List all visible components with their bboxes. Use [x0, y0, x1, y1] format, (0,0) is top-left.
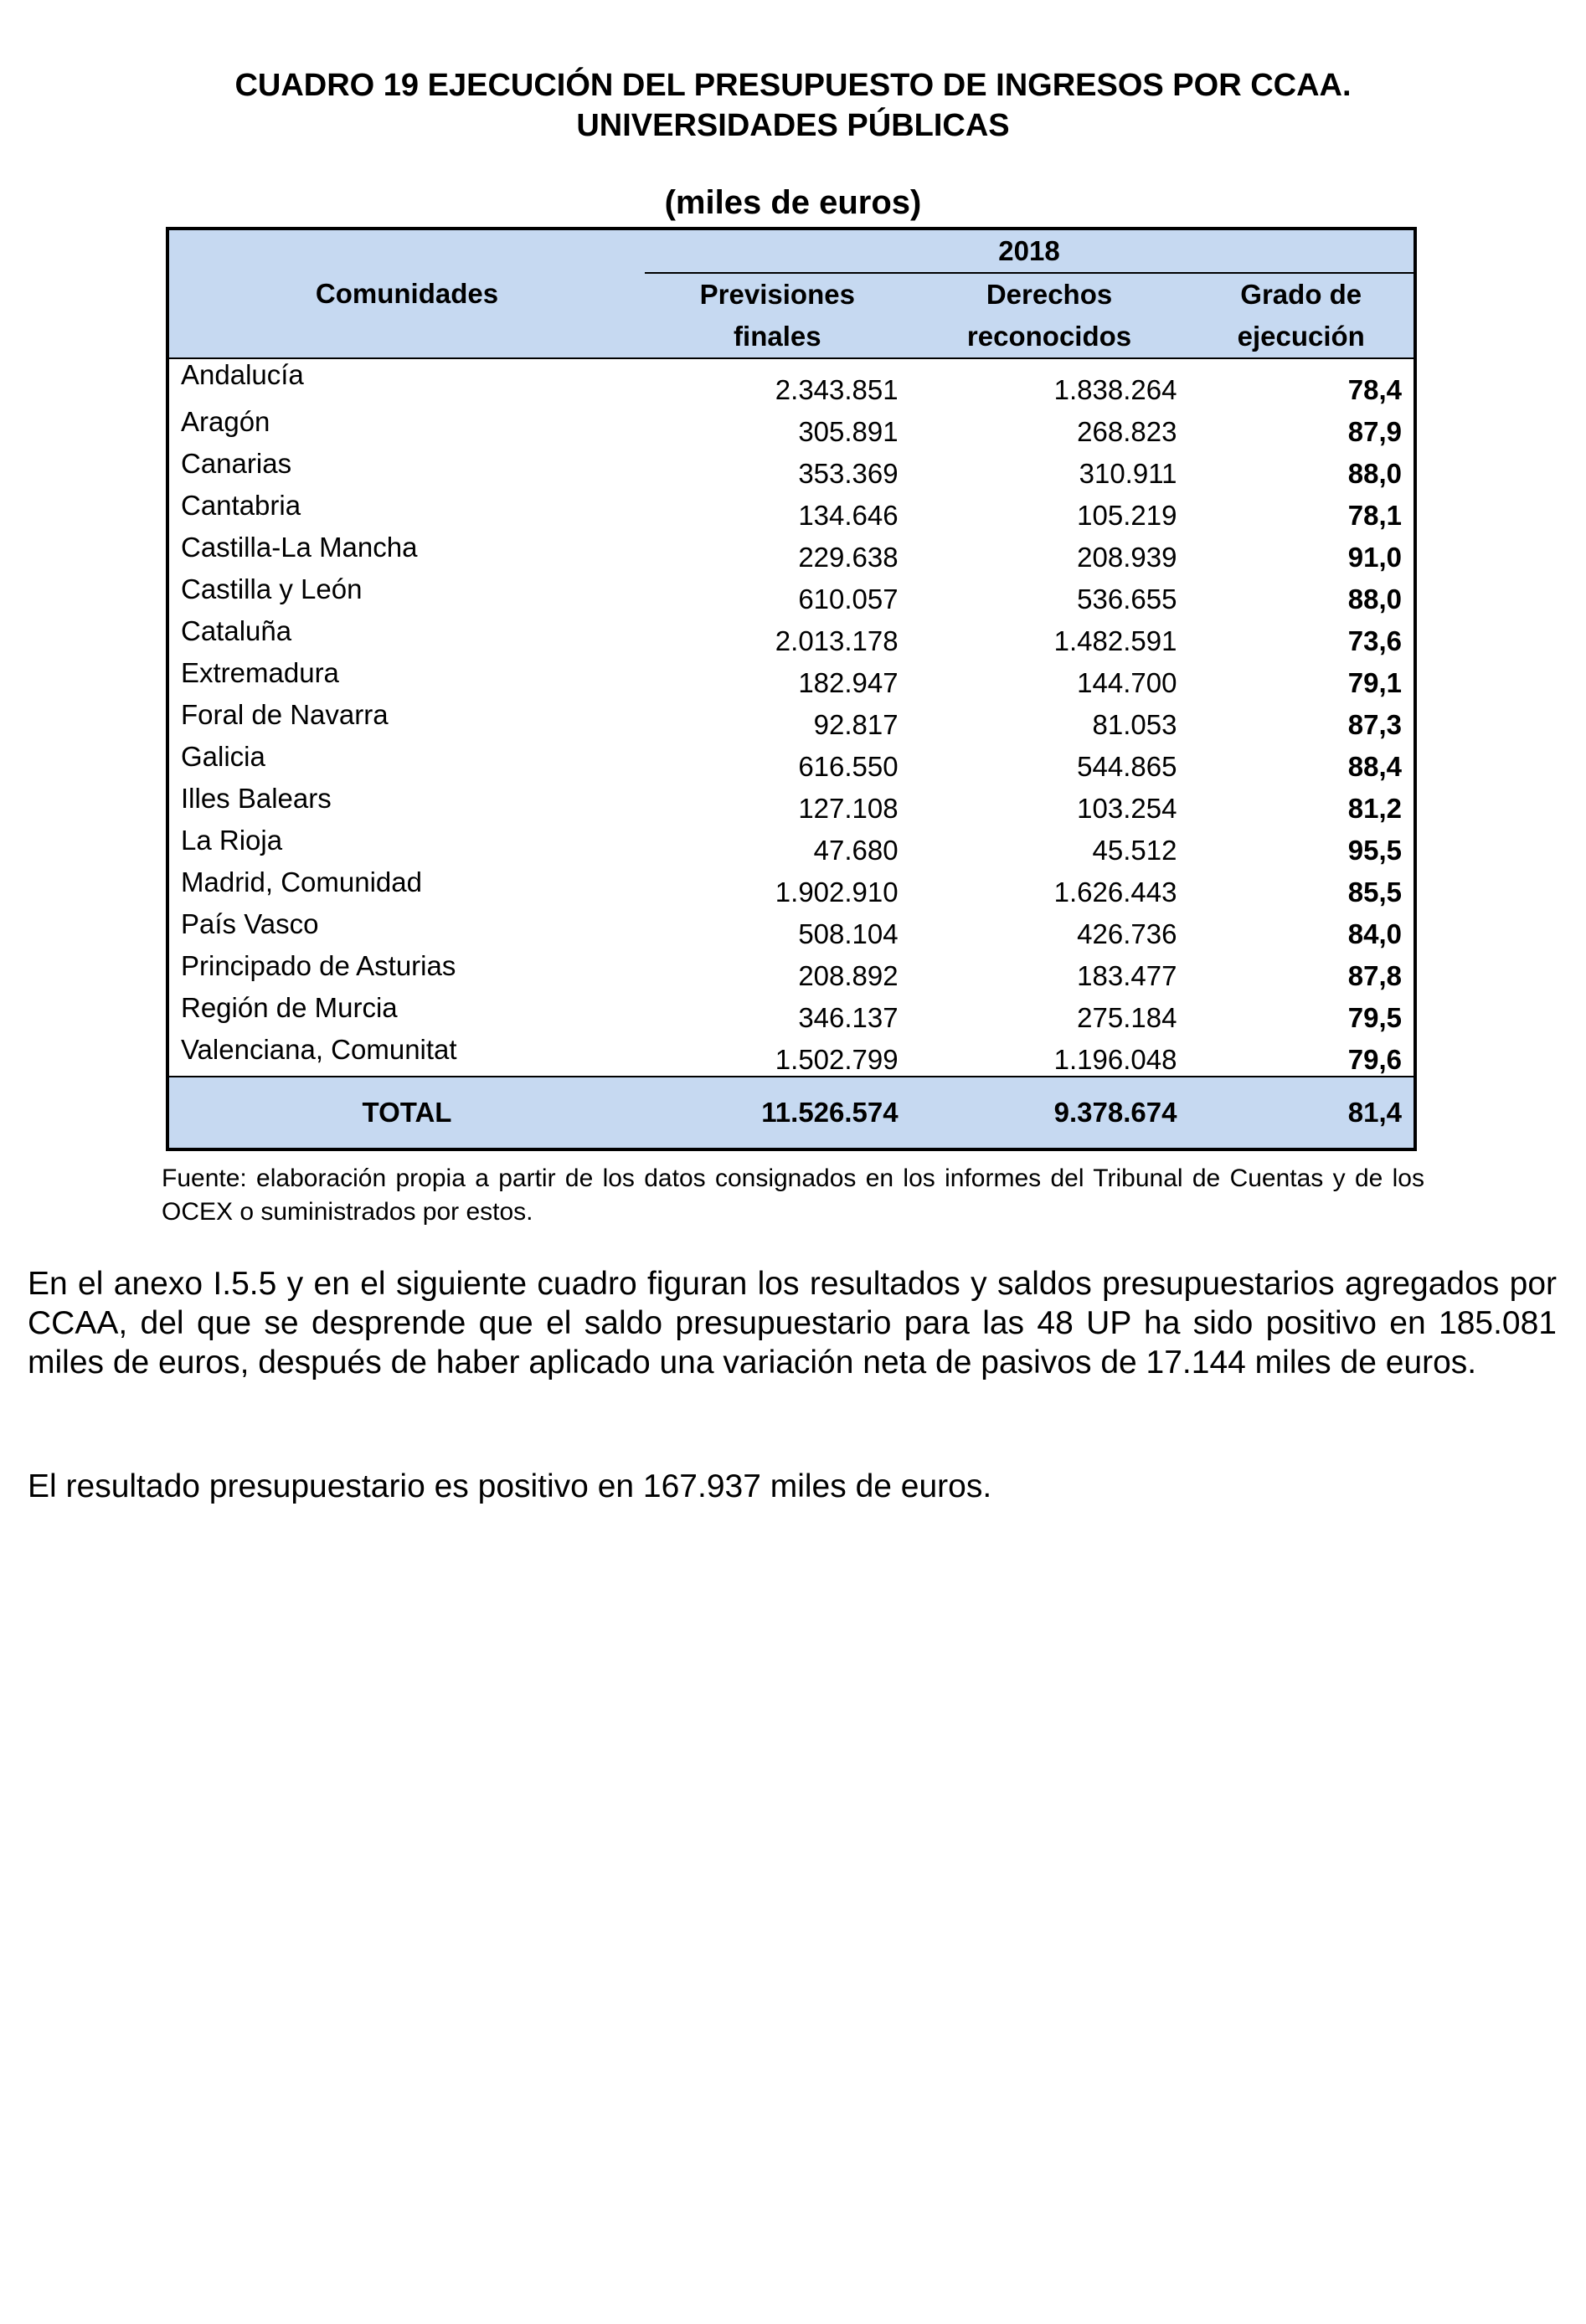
- table-body: [167, 358, 1415, 1077]
- previsiones-cell: 208.892: [798, 960, 899, 991]
- derechos-cell: 1.196.048: [1053, 1044, 1177, 1075]
- grado-cell: 87,3: [1347, 709, 1402, 740]
- source-note: Fuente: elaboración propia a partir de los datos consignados en los informes del Tribunal de Cuentas y de los OCEX o suministrados por estos.: [162, 1165, 1424, 1226]
- header-derechos-line2: reconocidos: [966, 321, 1132, 352]
- header-grado-line1: Grado de: [1240, 279, 1362, 310]
- comunidad-cell: Principado de Asturias: [181, 950, 456, 981]
- total-grado: 81,4: [1347, 1097, 1402, 1128]
- table-row: [167, 573, 1415, 615]
- total-row: [167, 1077, 1415, 1149]
- derechos-cell: 183.477: [1077, 960, 1177, 991]
- grado-cell: 79,6: [1347, 1044, 1402, 1075]
- header-row-year: [167, 229, 1415, 273]
- grado-cell: 84,0: [1347, 918, 1402, 949]
- derechos-cell: 268.823: [1077, 416, 1177, 447]
- derechos-cell: 1.482.591: [1053, 625, 1177, 656]
- table-row: [167, 825, 1415, 866]
- table-row: [167, 950, 1415, 992]
- derechos-cell: 310.911: [1079, 458, 1177, 489]
- comunidad-cell: Madrid, Comunidad: [181, 866, 422, 897]
- table-row: [167, 992, 1415, 1034]
- previsiones-cell: 353.369: [798, 458, 899, 489]
- grado-cell: 88,0: [1347, 458, 1402, 489]
- derechos-cell: 144.700: [1077, 667, 1177, 698]
- table-row: [167, 783, 1415, 825]
- previsiones-cell: 305.891: [798, 416, 899, 447]
- table-title-line1: CUADRO 19 EJECUCIÓN DEL PRESUPUESTO DE INGRESOS POR CCAA.: [234, 68, 1352, 103]
- comunidad-cell: Canarias: [181, 448, 292, 479]
- derechos-cell: 208.939: [1077, 542, 1177, 573]
- comunidad-cell: Castilla y León: [181, 573, 363, 604]
- grado-cell: 79,1: [1347, 667, 1402, 698]
- body-paragraph-2: El resultado presupuestario es positivo en 167.937 miles de euros.: [28, 1468, 992, 1504]
- previsiones-cell: 346.137: [798, 1002, 899, 1033]
- previsiones-cell: 508.104: [798, 918, 899, 949]
- comunidad-cell: Andalucía: [181, 359, 304, 390]
- grado-cell: 79,5: [1347, 1002, 1402, 1033]
- previsiones-cell: 127.108: [798, 793, 899, 824]
- derechos-cell: 275.184: [1077, 1002, 1177, 1033]
- table-row: [167, 699, 1415, 741]
- grado-cell: 91,0: [1347, 542, 1402, 573]
- comunidad-cell: Cantabria: [181, 490, 301, 521]
- derechos-cell: 536.655: [1077, 584, 1177, 614]
- table-row: [167, 448, 1415, 490]
- previsiones-cell: 47.680: [813, 835, 899, 866]
- comunidad-cell: Extremadura: [181, 657, 339, 688]
- body-paragraph-1: En el anexo I.5.5 y en el siguiente cuadro figuran los resultados y saldos presupuestarios agregados por CCAA, del que se desprende que el saldo presupuestario para las 48 UP ha sido positivo en 185.081 miles de euros, después de haber aplicado una variación neta de pasivos de 17.144 miles de euros.: [28, 1266, 1557, 1381]
- comunidad-cell: Castilla-La Mancha: [181, 532, 418, 563]
- previsiones-cell: 229.638: [798, 542, 899, 573]
- previsiones-cell: 610.057: [798, 584, 899, 614]
- table-row: [167, 866, 1415, 908]
- derechos-cell: 1.626.443: [1053, 877, 1177, 907]
- table-title-line2: UNIVERSIDADES PÚBLICAS: [576, 108, 1010, 143]
- previsiones-cell: 92.817: [813, 709, 899, 740]
- derechos-cell: 45.512: [1092, 835, 1177, 866]
- previsiones-cell: 2.343.851: [775, 374, 899, 405]
- previsiones-cell: 1.902.910: [775, 877, 899, 907]
- derechos-cell: 105.219: [1077, 500, 1177, 531]
- table-row: [167, 358, 1415, 406]
- table-row: [167, 1034, 1415, 1077]
- grado-cell: 95,5: [1347, 835, 1402, 866]
- previsiones-cell: 134.646: [798, 500, 899, 531]
- table-row: [167, 406, 1415, 448]
- total-derechos: 9.378.674: [1053, 1097, 1177, 1128]
- grado-cell: 78,4: [1347, 374, 1402, 405]
- derechos-cell: 1.838.264: [1053, 374, 1177, 405]
- comunidad-cell: La Rioja: [181, 825, 283, 856]
- table-row: [167, 908, 1415, 950]
- grado-cell: 73,6: [1347, 625, 1402, 656]
- table-row: [167, 741, 1415, 783]
- comunidad-cell: Aragón: [181, 406, 270, 437]
- grado-cell: 87,8: [1347, 960, 1402, 991]
- header-previsiones-line1: Previsiones: [699, 279, 855, 310]
- previsiones-cell: 2.013.178: [775, 625, 899, 656]
- comunidad-cell: Foral de Navarra: [181, 699, 389, 730]
- comunidad-cell: País Vasco: [181, 908, 319, 939]
- comunidad-cell: Cataluña: [181, 615, 292, 646]
- total-label: TOTAL: [362, 1097, 452, 1128]
- previsiones-cell: 1.502.799: [775, 1044, 899, 1075]
- units-label: (miles de euros): [664, 184, 922, 221]
- table-row: [167, 657, 1415, 699]
- table-row: [167, 615, 1415, 657]
- table-row: [167, 490, 1415, 532]
- comunidad-cell: Illes Balears: [181, 783, 332, 814]
- total-previsiones: 11.526.574: [761, 1097, 899, 1128]
- derechos-cell: 103.254: [1077, 793, 1177, 824]
- derechos-cell: 426.736: [1077, 918, 1177, 949]
- previsiones-cell: 182.947: [798, 667, 899, 698]
- budget-table: [166, 227, 1417, 1151]
- comunidad-cell: Valenciana, Comunitat: [181, 1034, 457, 1065]
- grado-cell: 87,9: [1347, 416, 1402, 447]
- header-comunidades: Comunidades: [315, 278, 499, 309]
- header-grado-line2: ejecución: [1237, 321, 1365, 352]
- derechos-cell: 544.865: [1077, 751, 1177, 782]
- grado-cell: 88,4: [1347, 751, 1402, 782]
- table-row: [167, 532, 1415, 573]
- derechos-cell: 81.053: [1092, 709, 1177, 740]
- comunidad-cell: Galicia: [181, 741, 265, 772]
- grado-cell: 88,0: [1347, 584, 1402, 614]
- grado-cell: 78,1: [1347, 500, 1402, 531]
- grado-cell: 81,2: [1347, 793, 1402, 824]
- comunidad-cell: Región de Murcia: [181, 992, 398, 1023]
- header-derechos-line1: Derechos: [986, 279, 1113, 310]
- table-header: [167, 229, 1415, 358]
- header-previsiones-line2: finales: [734, 321, 821, 352]
- header-year: 2018: [645, 229, 1415, 273]
- previsiones-cell: 616.550: [798, 751, 899, 782]
- grado-cell: 85,5: [1347, 877, 1402, 907]
